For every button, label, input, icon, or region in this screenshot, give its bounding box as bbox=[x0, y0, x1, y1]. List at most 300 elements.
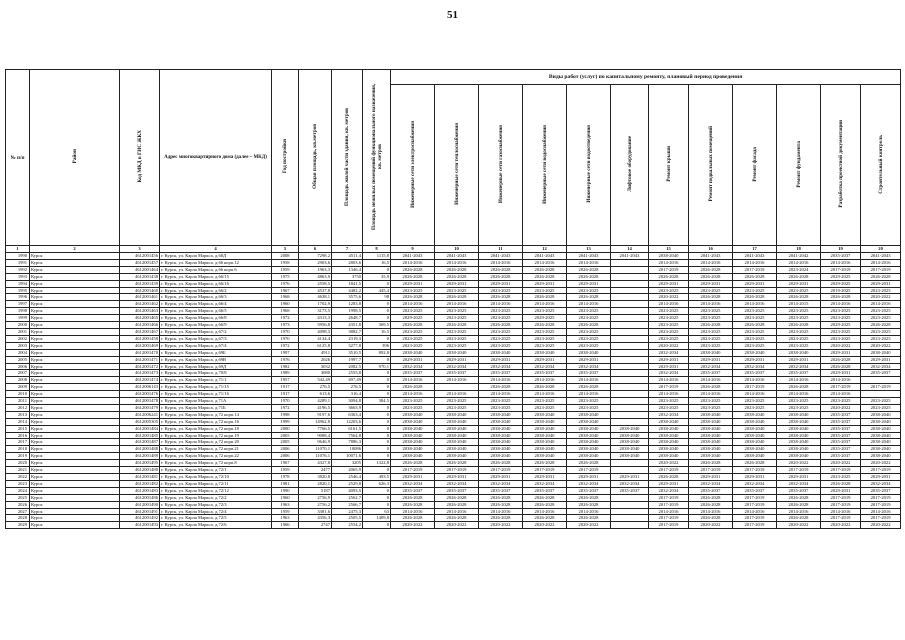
work-period-10: 2023-2025 bbox=[777, 398, 821, 405]
work-period-4: 2035-2037 bbox=[523, 370, 567, 377]
work-period-9: 2026-2028 bbox=[733, 273, 777, 280]
residential-area: 12203,6 bbox=[332, 418, 363, 425]
work-period-8: 2038-2040 bbox=[689, 425, 733, 432]
row-number: 2003 bbox=[6, 342, 30, 349]
work-period-1: 2023-2025 bbox=[391, 335, 435, 342]
district: Курск bbox=[30, 328, 120, 335]
header-work-3: Инженерные сети газоснабжения bbox=[479, 85, 523, 246]
work-period-7: 2023-2025 bbox=[649, 335, 689, 342]
address: г. Курск, ул. Карла Маркса, д.72 корп.18 bbox=[160, 425, 272, 432]
work-period-7: 2017-2019 bbox=[649, 501, 689, 508]
work-period-8: 2014-2016 bbox=[689, 301, 733, 308]
work-period-10: 2026-2028 bbox=[777, 515, 821, 522]
nonresidential-area: 0 bbox=[363, 280, 391, 287]
work-period-2: 2014-2016 bbox=[435, 377, 479, 384]
address: г. Курск, ул. Карла Маркса, д.72/4 bbox=[160, 508, 272, 515]
work-period-2: 2029-2031 bbox=[435, 356, 479, 363]
district: Курск bbox=[30, 480, 120, 487]
work-period-8: 2032-2034 bbox=[689, 363, 733, 370]
total-area: 3080 bbox=[299, 370, 332, 377]
work-period-4: 2026-2028 bbox=[523, 384, 567, 391]
work-period-4: 2032-2034 bbox=[523, 480, 567, 487]
work-period-12: 2014-2016 bbox=[861, 508, 901, 515]
address: г. Курск, ул. Карла Маркса, д.72/5 bbox=[160, 515, 272, 522]
work-period-6 bbox=[611, 411, 649, 418]
row-number: 1994 bbox=[6, 280, 30, 287]
mkd-code: 4612001457 bbox=[120, 259, 160, 266]
table-row bbox=[6, 398, 901, 405]
work-period-4: 2038-2040 bbox=[523, 411, 567, 418]
address: г. Курск, ул. Карла Маркса, д.71Б bbox=[160, 404, 272, 411]
table-row bbox=[6, 404, 901, 411]
mkd-code: 4612001438 bbox=[120, 273, 160, 280]
work-period-8: 2038-2040 bbox=[689, 453, 733, 460]
work-period-10: 2029-2031 bbox=[777, 474, 821, 481]
work-period-5: 2017-2019 bbox=[567, 467, 611, 474]
work-period-5: 2026-2028 bbox=[567, 460, 611, 467]
column-number: 15 bbox=[649, 246, 689, 253]
work-period-11: 2014-2016 bbox=[821, 377, 861, 384]
total-area: 4537,8 bbox=[299, 287, 332, 294]
header-work-7: Ремонт крыши bbox=[649, 85, 689, 246]
residential-area: 10086 bbox=[332, 446, 363, 453]
table-row bbox=[6, 356, 901, 363]
work-period-11: 2014-2016 bbox=[821, 391, 861, 398]
address: г. Курск, ул. Карла Маркса, д.68Д bbox=[160, 253, 272, 260]
nonresidential-area: 0 bbox=[363, 453, 391, 460]
mkd-code: 4612001461 bbox=[120, 294, 160, 301]
work-period-9: 2038-2040 bbox=[733, 411, 777, 418]
year-built: 1917 bbox=[272, 384, 299, 391]
address: г. Курск, ул. Карла Маркса, д.72 корп.21 bbox=[160, 446, 272, 453]
work-period-2 bbox=[435, 384, 479, 391]
total-area: 11070,1 bbox=[299, 446, 332, 453]
work-period-9: 2023-2025 bbox=[733, 342, 777, 349]
district: Курск bbox=[30, 508, 120, 515]
table-row bbox=[6, 322, 901, 329]
address: г. Курск, ул. Карла Маркса, д.72 корп.20 bbox=[160, 439, 272, 446]
row-number: 2029 bbox=[6, 522, 30, 529]
year-built: 1999 bbox=[272, 418, 299, 425]
nonresidential-area: 0 bbox=[363, 501, 391, 508]
work-period-12: 2014-2016 bbox=[861, 301, 901, 308]
page-number: 51 bbox=[447, 9, 458, 21]
work-period-6 bbox=[611, 308, 649, 315]
work-period-9: 2017-2019 bbox=[733, 522, 777, 529]
work-period-11: 2035-2037 bbox=[821, 253, 861, 260]
work-period-11: 2017-2019 bbox=[821, 501, 861, 508]
work-period-3: 2023-2025 bbox=[479, 398, 523, 405]
work-period-12: 2017-2019 bbox=[861, 266, 901, 273]
mkd-code: 4612001460 bbox=[120, 287, 160, 294]
address: г. Курск, ул. Карла Маркса, д.72 корп.8 bbox=[160, 460, 272, 467]
row-number: 2021 bbox=[6, 467, 30, 474]
work-period-4: 2029-2031 bbox=[523, 356, 567, 363]
address: г. Курск, ул. Карла Маркса, д.66/8 bbox=[160, 315, 272, 322]
work-period-10: 2026-2028 bbox=[777, 501, 821, 508]
work-period-10: 2035-2037 bbox=[777, 370, 821, 377]
capital-repair-table bbox=[5, 69, 901, 529]
work-period-1: 2020-2022 bbox=[391, 522, 435, 529]
total-area: 9088,4 bbox=[299, 432, 332, 439]
work-period-2: 2017-2019 bbox=[435, 467, 479, 474]
work-period-7: 2038-2040 bbox=[649, 418, 689, 425]
address: г. Курск, ул. Карла Маркса, д.72 корп.19 bbox=[160, 432, 272, 439]
work-period-5: 2029-2031 bbox=[567, 356, 611, 363]
work-period-4: 2032-2034 bbox=[523, 363, 567, 370]
total-area: 3381,6 bbox=[299, 508, 332, 515]
work-period-8: 2023-2025 bbox=[689, 404, 733, 411]
work-period-8: 2020-2022 bbox=[689, 522, 733, 529]
work-period-5: 2035-2037 bbox=[567, 370, 611, 377]
residential-area: 2555,8 bbox=[332, 370, 363, 377]
mkd-code: 4612001471 bbox=[120, 356, 160, 363]
work-period-4: 2038-2040 bbox=[523, 432, 567, 439]
work-period-5: 2014-2016 bbox=[567, 377, 611, 384]
mkd-code: 4612006143 bbox=[120, 384, 160, 391]
work-period-8: 2023-2025 bbox=[689, 398, 733, 405]
work-period-7: 2017-2019 bbox=[649, 266, 689, 273]
work-period-1: 2026-2028 bbox=[391, 501, 435, 508]
residential-area: 7564,8 bbox=[332, 432, 363, 439]
work-period-7: 2020-2022 bbox=[649, 342, 689, 349]
work-period-7: 2023-2025 bbox=[649, 315, 689, 322]
column-number: 3 bbox=[120, 246, 160, 253]
total-area: 4289,1 bbox=[299, 398, 332, 405]
work-period-6 bbox=[611, 391, 649, 398]
work-period-2: 2038-2040 bbox=[435, 349, 479, 356]
work-period-4: 2023-2025 bbox=[523, 308, 567, 315]
mkd-code: 4612001489 bbox=[120, 453, 160, 460]
work-period-7: 2032-2034 bbox=[649, 370, 689, 377]
district: Курск bbox=[30, 425, 120, 432]
work-period-10: 2038-2040 bbox=[777, 411, 821, 418]
nonresidential-area: 892,8 bbox=[363, 349, 391, 356]
work-period-9: 2017-2019 bbox=[733, 266, 777, 273]
district: Курск bbox=[30, 418, 120, 425]
address: г. Курск, ул. Карла Маркса, д.66/15 bbox=[160, 273, 272, 280]
work-period-8: 2038-2040 bbox=[689, 439, 733, 446]
table-row bbox=[6, 280, 901, 287]
mkd-code: 4612001485 bbox=[120, 432, 160, 439]
work-period-3: 2023-2025 bbox=[479, 342, 523, 349]
work-period-9: 2029-2031 bbox=[733, 474, 777, 481]
work-period-3: 2032-2034 bbox=[479, 480, 523, 487]
work-period-12: 2017-2019 bbox=[861, 515, 901, 522]
district: Курск bbox=[30, 266, 120, 273]
work-period-6 bbox=[611, 501, 649, 508]
residential-area: 3663,9 bbox=[332, 404, 363, 411]
address: г. Курск, ул. Карла Маркса, д.66/4 bbox=[160, 301, 272, 308]
work-period-9: 2023-2025 bbox=[733, 335, 777, 342]
table-row bbox=[6, 474, 901, 481]
work-period-12: 2020-2022 bbox=[861, 460, 901, 467]
work-period-2: 2038-2040 bbox=[435, 432, 479, 439]
work-period-4: 2038-2040 bbox=[523, 349, 567, 356]
mkd-code: 4612001439 bbox=[120, 280, 160, 287]
row-number: 2016 bbox=[6, 432, 30, 439]
year-built: 1963 bbox=[272, 515, 299, 522]
row-number: 2000 bbox=[6, 322, 30, 329]
year-built: 1972 bbox=[272, 342, 299, 349]
total-area: 2026 bbox=[299, 356, 332, 363]
work-period-5: 2023-2025 bbox=[567, 404, 611, 411]
work-period-2: 2014-2016 bbox=[435, 391, 479, 398]
work-period-3: 2029-2031 bbox=[479, 356, 523, 363]
work-period-4: 2026-2028 bbox=[523, 494, 567, 501]
mkd-code: 4612001467 bbox=[120, 328, 160, 335]
nonresidential-area: 0 bbox=[363, 266, 391, 273]
work-period-7: 2038-2040 bbox=[649, 439, 689, 446]
work-period-7: 2038-2040 bbox=[649, 425, 689, 432]
work-period-7: 2020-2022 bbox=[649, 294, 689, 301]
residential-area: 2554,2 bbox=[332, 522, 363, 529]
address: г. Курск, ул. Карла Маркса, д.72/11 bbox=[160, 480, 272, 487]
district: Курск bbox=[30, 253, 120, 260]
work-period-11: 2017-2019 bbox=[821, 266, 861, 273]
work-period-5: 2023-2025 bbox=[567, 287, 611, 294]
header-works-title: Виды работ (услуг) по капитальному ремонту, плановый период проведения bbox=[391, 70, 901, 85]
work-period-4: 2023-2025 bbox=[523, 335, 567, 342]
work-period-11: 2023-2025 bbox=[821, 398, 861, 405]
work-period-7: 2029-2031 bbox=[649, 356, 689, 363]
table-row bbox=[6, 522, 901, 529]
work-period-5: 2023-2025 bbox=[567, 328, 611, 335]
work-period-12: 2038-2040 bbox=[861, 349, 901, 356]
nonresidential-area: 970,1 bbox=[363, 363, 391, 370]
residential-area: 2065,9 bbox=[332, 467, 363, 474]
work-period-5: 2038-2040 bbox=[567, 432, 611, 439]
work-period-4: 2026-2028 bbox=[523, 322, 567, 329]
work-period-2: 2032-2034 bbox=[435, 480, 479, 487]
work-period-5: 2023-2025 bbox=[567, 315, 611, 322]
work-period-1: 2023-2025 bbox=[391, 308, 435, 315]
column-number: 5 bbox=[272, 246, 299, 253]
year-built: 1970 bbox=[272, 398, 299, 405]
year-built: 1966 bbox=[272, 522, 299, 529]
work-period-6 bbox=[611, 335, 649, 342]
work-period-2: 2023-2025 bbox=[435, 328, 479, 335]
mkd-code: 4612001473 bbox=[120, 370, 160, 377]
work-period-11: 2014-2016 bbox=[821, 301, 861, 308]
work-period-2: 2023-2025 bbox=[435, 287, 479, 294]
header-mkd-code: Код МКД в ГИС ЖКХ bbox=[120, 70, 160, 246]
nonresidential-area: 16,5 bbox=[363, 259, 391, 266]
work-period-3: 2041-2043 bbox=[479, 253, 523, 260]
year-built: 1959 bbox=[272, 266, 299, 273]
work-period-12: 2020-2022 bbox=[861, 522, 901, 529]
row-number: 1997 bbox=[6, 301, 30, 308]
work-period-1: 2029-2031 bbox=[391, 356, 435, 363]
work-period-5: 2023-2025 bbox=[567, 335, 611, 342]
nonresidential-area: 1322,8 bbox=[363, 460, 391, 467]
work-period-11: 2029-2025 bbox=[821, 280, 861, 287]
row-number: 2012 bbox=[6, 404, 30, 411]
mkd-code: 4612001456 bbox=[120, 253, 160, 260]
work-period-12: 2038-2040 bbox=[861, 418, 901, 425]
work-period-10: 2026-2028 bbox=[777, 384, 821, 391]
address: г. Курск, ул. Карла Маркса, д.71/1 bbox=[160, 377, 272, 384]
mkd-code: 4612001465 bbox=[120, 315, 160, 322]
column-number: 12 bbox=[523, 246, 567, 253]
work-period-10: 2026-2028 bbox=[777, 273, 821, 280]
district: Курск bbox=[30, 453, 120, 460]
work-period-11: 2029-2025 bbox=[821, 322, 861, 329]
work-period-8: 2026-2028 bbox=[689, 294, 733, 301]
work-period-6 bbox=[611, 460, 649, 467]
table-row bbox=[6, 391, 901, 398]
work-period-4: 2038-2040 bbox=[523, 425, 567, 432]
work-period-11: 2035-2037 bbox=[821, 446, 861, 453]
district: Курск bbox=[30, 515, 120, 522]
work-period-6: 2038-2040 bbox=[611, 425, 649, 432]
work-period-2: 2023-2025 bbox=[435, 335, 479, 342]
work-period-8: 2035-2037 bbox=[689, 487, 733, 494]
work-period-1: 2026-2028 bbox=[391, 384, 435, 391]
work-period-2: 2038-2040 bbox=[435, 425, 479, 432]
work-period-10: 2038-2040 bbox=[777, 453, 821, 460]
work-period-6 bbox=[611, 273, 649, 280]
district: Курск bbox=[30, 294, 120, 301]
work-period-1: 2038-2040 bbox=[391, 432, 435, 439]
work-period-8: 2023-2025 bbox=[689, 315, 733, 322]
work-period-11: 2035-2037 bbox=[821, 453, 861, 460]
nonresidential-area: 98 bbox=[363, 294, 391, 301]
district: Курск bbox=[30, 404, 120, 411]
work-period-12: 2017-2019 bbox=[861, 384, 901, 391]
year-built: 1958 bbox=[272, 259, 299, 266]
work-period-4: 2026-2028 bbox=[523, 515, 567, 522]
work-period-12: 2029-2031 bbox=[861, 356, 901, 363]
district: Курск bbox=[30, 273, 120, 280]
work-period-6: 2029-2031 bbox=[611, 474, 649, 481]
work-period-8: 2014-2016 bbox=[689, 259, 733, 266]
table-row bbox=[6, 411, 901, 418]
work-period-3: 2026-2028 bbox=[479, 460, 523, 467]
row-number: 2027 bbox=[6, 508, 30, 515]
work-period-11: 2029-2025 bbox=[821, 273, 861, 280]
work-period-5: 2026-2028 bbox=[567, 266, 611, 273]
work-period-10: 2038-2040 bbox=[777, 432, 821, 439]
year-built: 1998 bbox=[272, 411, 299, 418]
work-period-11: 2026-2028 bbox=[821, 294, 861, 301]
work-period-1: 2038-2040 bbox=[391, 446, 435, 453]
work-period-12: 2038-2040 bbox=[861, 425, 901, 432]
work-period-12: 2023-2025 bbox=[861, 335, 901, 342]
work-period-3: 2017-2019 bbox=[479, 467, 523, 474]
row-number: 2015 bbox=[6, 425, 30, 432]
total-area: 6125,8 bbox=[299, 342, 332, 349]
table-row bbox=[6, 467, 901, 474]
work-period-5: 2038-2040 bbox=[567, 418, 611, 425]
work-period-11: 2023-2025 bbox=[821, 474, 861, 481]
work-period-8: 2038-2040 bbox=[689, 432, 733, 439]
mkd-code: 4612001488 bbox=[120, 446, 160, 453]
column-number: 2 bbox=[30, 246, 120, 253]
header-residential-area: Площадь жилой части здания, кв. метров bbox=[332, 70, 363, 246]
work-period-7: 2038-2040 bbox=[649, 253, 689, 260]
work-period-2: 2026-2028 bbox=[435, 266, 479, 273]
work-period-1: 2014-2016 bbox=[391, 391, 435, 398]
work-period-1: 2014-2016 bbox=[391, 259, 435, 266]
total-area: 11076,1 bbox=[299, 453, 332, 460]
work-period-11: 2035-2037 bbox=[821, 425, 861, 432]
work-period-5: 2026-2028 bbox=[567, 494, 611, 501]
year-built: 1997 bbox=[272, 349, 299, 356]
work-period-12: 2023-2025 bbox=[861, 287, 901, 294]
work-period-3: 2026-2028 bbox=[479, 266, 523, 273]
work-period-12: 2020-2022 bbox=[861, 342, 901, 349]
work-period-11: 2035-2037 bbox=[821, 432, 861, 439]
table-row bbox=[6, 480, 901, 487]
work-period-3: 2023-2025 bbox=[479, 328, 523, 335]
work-period-12: 2017-2019 bbox=[861, 494, 901, 501]
total-area: 1963,3 bbox=[299, 266, 332, 273]
work-period-6: 2035-2037 bbox=[611, 487, 649, 494]
work-period-1: 2017-2019 bbox=[391, 467, 435, 474]
residential-area: 1346,4 bbox=[332, 266, 363, 273]
total-area: 7298,2 bbox=[299, 253, 332, 260]
residential-area: 2082,5 bbox=[332, 363, 363, 370]
work-period-2: 2032-2034 bbox=[435, 363, 479, 370]
year-built: 1968 bbox=[272, 308, 299, 315]
work-period-1: 2026-2028 bbox=[391, 294, 435, 301]
work-period-11: 2020-2022 bbox=[821, 404, 861, 411]
work-period-4: 2023-2025 bbox=[523, 342, 567, 349]
work-period-9: 2029-2031 bbox=[733, 356, 777, 363]
work-period-9: 2023-2025 bbox=[733, 398, 777, 405]
district: Курск bbox=[30, 301, 120, 308]
district: Курск bbox=[30, 308, 120, 315]
work-period-9: 2038-2040 bbox=[733, 446, 777, 453]
district: Курск bbox=[30, 287, 120, 294]
year-built: 1963 bbox=[272, 501, 299, 508]
row-number: 2013 bbox=[6, 411, 30, 418]
work-period-7: 2023-2025 bbox=[649, 322, 689, 329]
nonresidential-area: 626,3 bbox=[363, 480, 391, 487]
work-period-12: 2035-2037 bbox=[861, 370, 901, 377]
work-period-8: 2023-2025 bbox=[689, 335, 733, 342]
mkd-code: 4612001495 bbox=[120, 460, 160, 467]
year-built: 2008 bbox=[272, 253, 299, 260]
mkd-code: 4612001490 bbox=[120, 501, 160, 508]
mkd-code: 4612001463 bbox=[120, 308, 160, 315]
work-period-12: 2020-2022 bbox=[861, 294, 901, 301]
table-row bbox=[6, 349, 901, 356]
work-period-9: 2035-2037 bbox=[733, 370, 777, 377]
work-period-1: 2029-2031 bbox=[391, 474, 435, 481]
work-period-1: 2014-2016 bbox=[391, 508, 435, 515]
work-period-11: 2020-2022 bbox=[821, 342, 861, 349]
residential-area: 4482,2 bbox=[332, 287, 363, 294]
work-period-7: 2014-2016 bbox=[649, 508, 689, 515]
work-period-9: 2014-2016 bbox=[733, 508, 777, 515]
table-row bbox=[6, 328, 901, 335]
nonresidential-area: 0 bbox=[363, 315, 391, 322]
year-built: 1976 bbox=[272, 280, 299, 287]
column-number: 7 bbox=[332, 246, 363, 253]
work-period-7: 2014-2016 bbox=[649, 377, 689, 384]
work-period-6: 2038-2040 bbox=[611, 439, 649, 446]
work-period-11: 2029-2031 bbox=[821, 349, 861, 356]
total-area: 2903,6 bbox=[299, 259, 332, 266]
work-period-5: 2029-2031 bbox=[567, 474, 611, 481]
work-period-10: 2038-2040 bbox=[777, 418, 821, 425]
work-period-1: 2032-2034 bbox=[391, 480, 435, 487]
nonresidential-area: 0 bbox=[363, 494, 391, 501]
work-period-6 bbox=[611, 301, 649, 308]
work-period-8: 2023-2025 bbox=[689, 308, 733, 315]
